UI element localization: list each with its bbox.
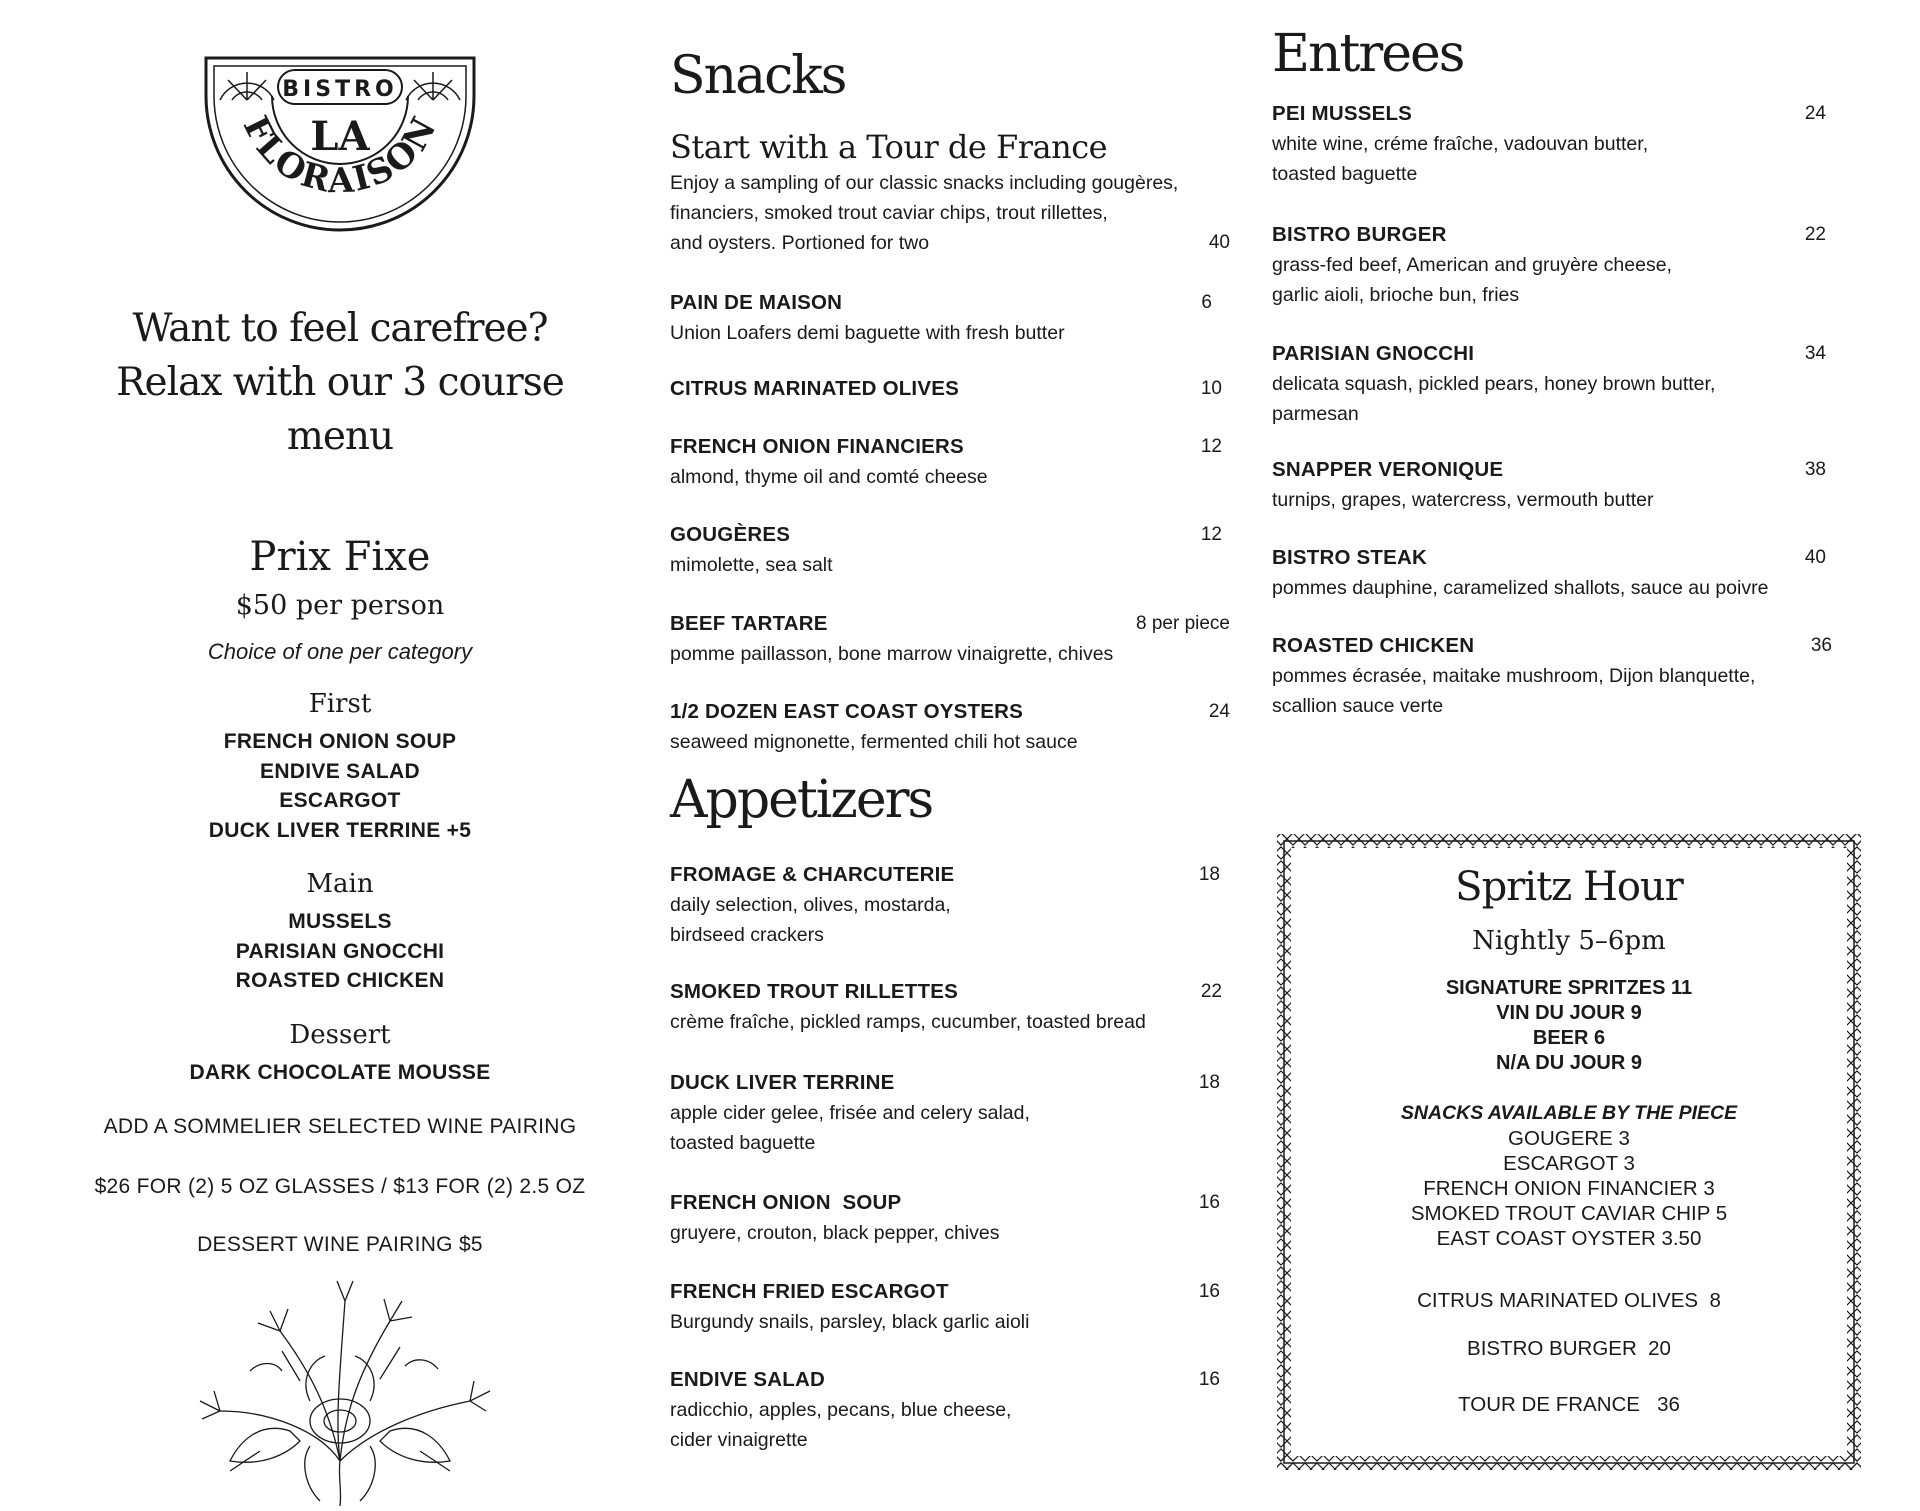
item-price: 6 [1201,292,1212,313]
menu-item: BEEF TARTARE pomme paillasson, bone marrow vinaigrette, chives [670,612,1114,665]
logo-la-text: LA [310,113,370,160]
menu-item: FRENCH ONION FINANCIERS almond, thyme oil and comté cheese [670,435,988,488]
list-item: ENDIVE SALAD [260,759,420,783]
list-item: GOUGERE 3 [1508,1127,1630,1150]
menu-item: PAIN DE MAISON Union Loafers demi baguette with fresh butter [670,291,1065,344]
tagline-line-1: Want to feel carefree? [132,306,548,351]
logo-bistro-text: BISTRO [282,77,398,102]
list-item: SMOKED TROUT CAVIAR CHIP 5 [1410,1202,1728,1225]
item-price: 10 [1200,378,1222,399]
spritz-subtitle: Nightly 5–6pm [1472,926,1666,956]
item-price: 18 [1198,1072,1220,1093]
list-item: ESCARGOT 3 [1503,1152,1635,1175]
logo-floraison-text: FLORAISON [234,109,446,202]
appetizers-title: Appetizers [670,770,933,830]
tour-de-france-title: Start with a Tour de France [670,128,1108,166]
tour-de-france-price: 40 [1208,232,1230,253]
menu-item: DUCK LIVER TERRINE apple cider gelee, frisée and celery salad, toasted baguette [670,1071,1030,1154]
item-price: 24 [1208,701,1230,722]
menu-item: CITRUS MARINATED OLIVES [670,377,959,400]
prix-fixe-title: Prix Fixe [249,534,431,580]
menu-item: 1/2 DOZEN EAST COAST OYSTERS seaweed mignonette, fermented chili hot sauce [670,700,1078,753]
spritz-hour-box [1275,832,1863,1472]
category-main-title: Main [306,869,374,899]
menu-item: FROMAGE & CHARCUTERIE daily selection, olives, mostarda, birdseed crackers [670,863,955,946]
spritz-extra-tour: TOUR DE FRANCE 36 [1458,1393,1680,1416]
menu-item: BISTRO BURGER grass-fed beef, American and gruyère cheese, garlic aioli, brioche bun, fries [1272,223,1672,306]
spritz-extra-burger: BISTRO BURGER 20 [1467,1337,1671,1360]
menu-item: BISTRO STEAK pommes dauphine, caramelized shallots, sauce au poivre [1272,546,1769,599]
item-price: 40 [1804,547,1826,568]
list-item: DUCK LIVER TERRINE +5 [208,818,472,842]
floral-bouquet-icon [60,1261,620,1511]
spritz-drinks [1275,976,1863,1076]
tagline [60,302,620,464]
list-item: DARK CHOCOLATE MOUSSE [189,1060,491,1084]
list-item: FRENCH ONION SOUP [223,730,457,753]
wine-glasses-text: $26 FOR (2) 5 OZ GLASSES / $13 FOR (2) 2.5 OZ [94,1175,586,1198]
list-item: VIN DU JOUR 9 [1496,1002,1642,1024]
spritz-snacks-heading: SNACKS AVAILABLE BY THE PIECE [1400,1102,1738,1124]
list-item: SIGNATURE SPRITZES 11 [1445,977,1693,999]
list-item: BEER 6 [1532,1027,1606,1049]
logo-emblem-icon [60,40,620,250]
spritz-snacks [1275,1126,1863,1251]
item-price: 22 [1200,981,1222,1002]
menu-item: FRENCH ONION SOUP gruyere, crouton, black pepper, chives [670,1191,1000,1244]
list-item: ROASTED CHICKEN [235,969,445,992]
item-price: 16 [1198,1369,1220,1390]
menu-item: ENDIVE SALAD radicchio, apples, pecans, blue cheese, cider vinaigrette [670,1368,1012,1451]
menu-item: SNAPPER VERONIQUE turnips, grapes, watercress, vermouth butter [1272,458,1654,511]
tour-de-france-desc: Enjoy a sampling of our classic snacks including gougères, financiers, smoked trout caviar chips, trout rillettes, and oysters. Portioned for two [670,172,1179,254]
list-item: EAST COAST OYSTER 3.50 [1436,1227,1702,1250]
category-dessert-items [60,1058,620,1088]
list-item: ESCARGOT [279,789,401,812]
item-price: 12 [1200,436,1222,457]
item-price: 8 per piece [1135,613,1230,634]
snacks-title: Snacks [670,46,846,106]
prix-fixe-choice: Choice of one per category [207,639,473,664]
item-price: 34 [1804,343,1826,364]
menu-item: SMOKED TROUT RILLETTES crème fraîche, pickled ramps, cucumber, toasted bread [670,980,1146,1033]
list-item: FRENCH ONION FINANCIER 3 [1423,1177,1715,1200]
menu-item: FRENCH FRIED ESCARGOT Burgundy snails, parsley, black garlic aioli [670,1280,1030,1333]
wine-pairing-text: ADD A SOMMELIER SELECTED WINE PAIRING [103,1115,577,1138]
list-item: MUSSELS [288,910,392,933]
spritz-content [1275,832,1863,1472]
category-first-title: First [308,689,372,719]
category-main-items [60,907,620,996]
menu-item: ROASTED CHICKEN pommes écrasée, maitake mushroom, Dijon blanquette, scallion sauce verte [1272,634,1756,717]
item-price: 36 [1810,635,1832,656]
item-price: 12 [1200,524,1222,545]
menu-item: GOUGÈRES mimolette, sea salt [670,523,833,576]
spritz-title: Spritz Hour [1455,864,1683,910]
bistro-logo [60,40,620,250]
dessert-wine-text: DESSERT WINE PAIRING $5 [197,1233,483,1256]
item-price: 24 [1804,103,1826,124]
spritz-extra-olives: CITRUS MARINATED OLIVES 8 [1417,1289,1721,1312]
menu-item: PEI MUSSELS white wine, créme fraîche, vadouvan butter, toasted baguette [1272,102,1649,185]
entrees-title: Entrees [1272,24,1464,84]
item-price: 18 [1198,864,1220,885]
list-item: N/A DU JOUR 9 [1496,1052,1642,1074]
item-price: 38 [1804,459,1826,480]
menu-item: PARISIAN GNOCCHI delicata squash, pickled pears, honey brown butter, parmesan [1272,342,1716,425]
prix-fixe-price: $50 per person [235,590,445,621]
item-price: 16 [1198,1281,1220,1302]
category-first-items [60,727,620,845]
item-price: 22 [1804,224,1826,245]
category-dessert-title: Dessert [289,1019,391,1050]
tagline-line-2: Relax with our 3 course menu [116,360,564,459]
item-price: 16 [1198,1192,1220,1213]
list-item: PARISIAN GNOCCHI [235,939,445,963]
prix-fixe-column [60,40,620,1511]
